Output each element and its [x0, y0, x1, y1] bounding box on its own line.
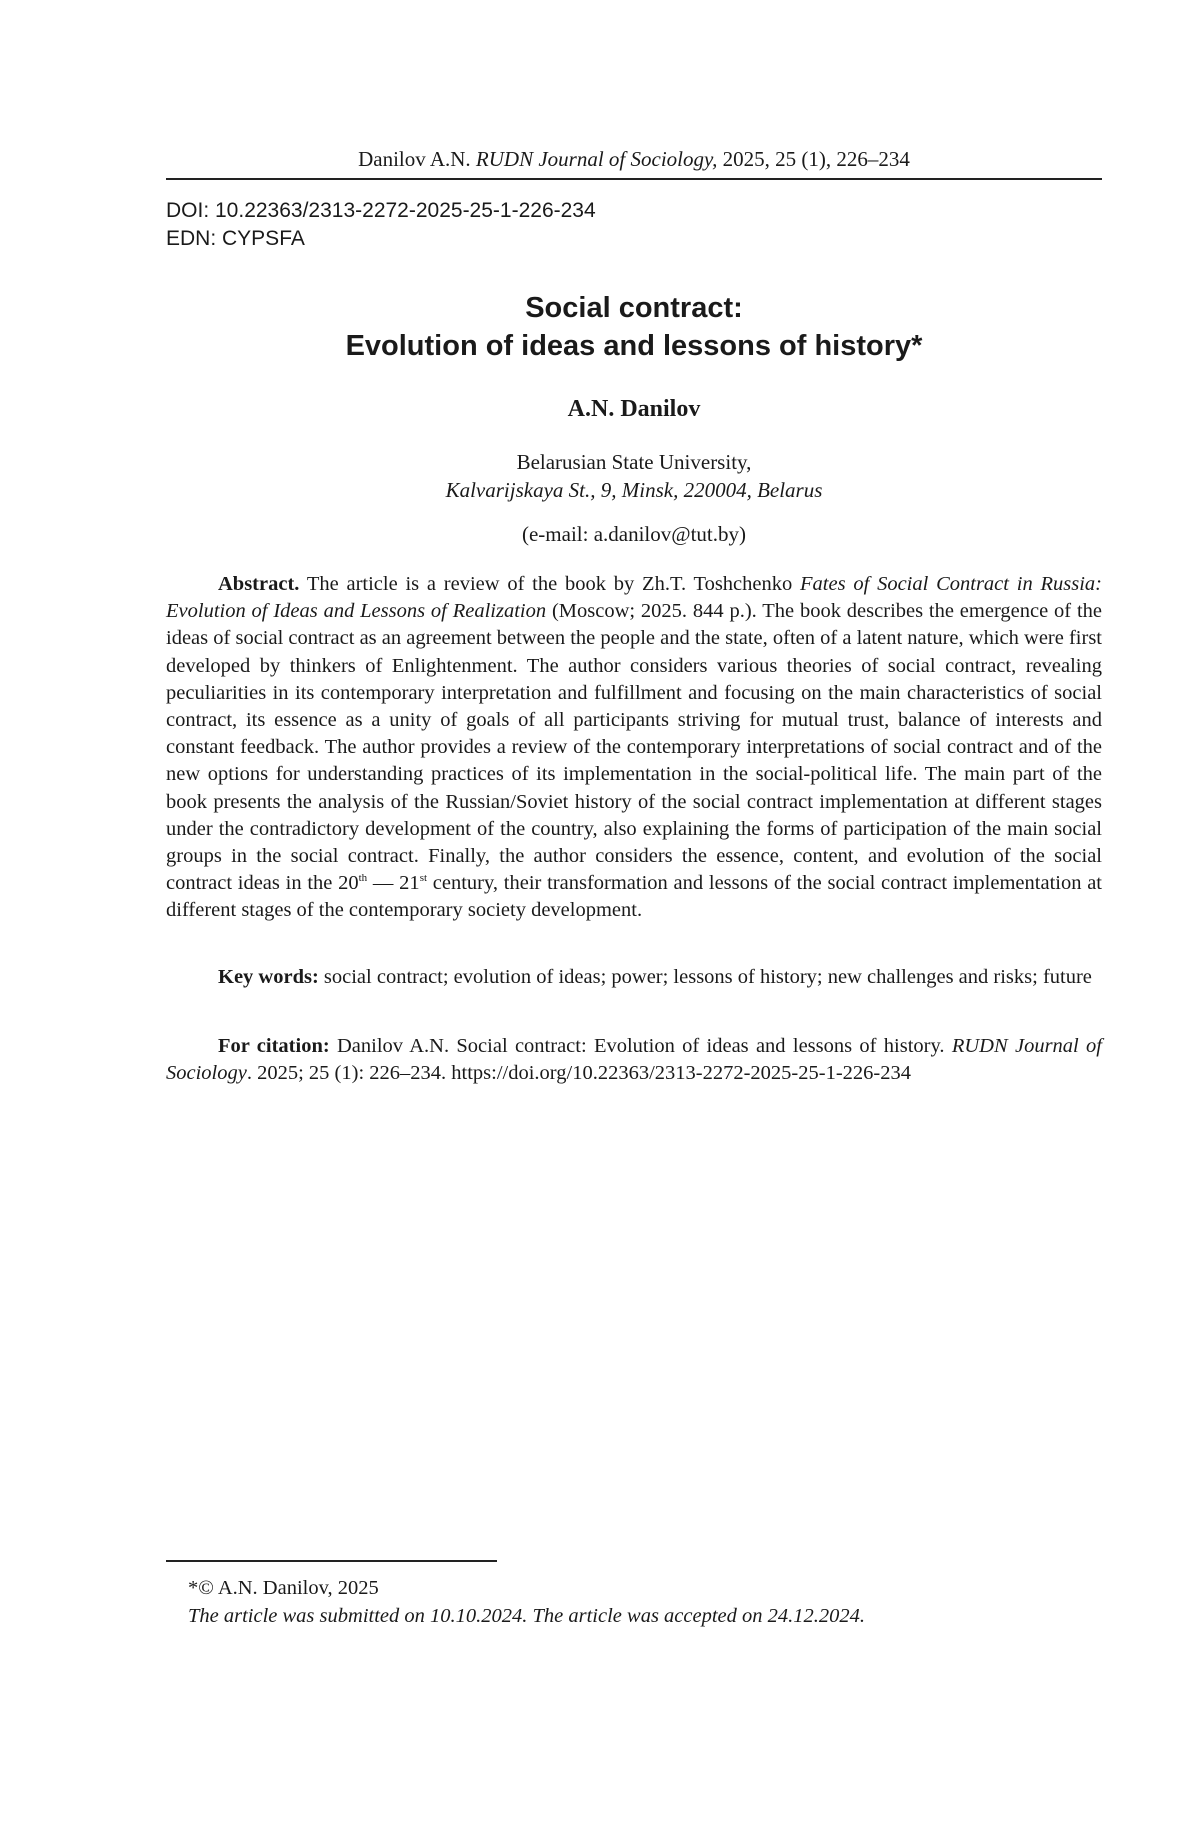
running-header: [166, 147, 1102, 171]
header-author: Danilov A.N.: [358, 147, 476, 171]
keywords-label: Key words:: [218, 966, 319, 988]
abstract: [166, 571, 1102, 925]
footnote-rule: [166, 1560, 497, 1562]
citation: [166, 1033, 1102, 1087]
keywords: [166, 964, 1102, 991]
abstract-dash: — 21: [367, 872, 420, 895]
abstract-label: Abstract.: [218, 573, 300, 595]
submission-dates: The article was submitted on 10.10.2024. The article was accepted on 24.12.2024.: [188, 1605, 866, 1627]
superscript-th: th: [358, 872, 368, 885]
title-line-1: Social contract:: [525, 292, 743, 324]
abstract-end: century, their transformation and lessons of the social contract implementation at different stages of the contemporary society development.: [166, 872, 1102, 922]
article-identifiers: [166, 197, 596, 253]
header-issue: 2025, 25 (1), 226–234: [717, 147, 910, 171]
edn-line: EDN: CYPSFA: [166, 227, 305, 250]
copyright-line: *© A.N. Danilov, 2025: [188, 1577, 379, 1599]
citation-text: Danilov A.N. Social contract: Evolution of ideas and lessons of history.: [329, 1035, 952, 1057]
superscript-st: st: [419, 872, 428, 885]
header-journal: RUDN Journal of Sociology,: [475, 147, 718, 171]
citation-details: . 2025; 25 (1): 226–234. https://doi.org/10.22363/2313-2272-2025-25-1-226-234: [246, 1062, 911, 1085]
address: Kalvarijskaya St., 9, Minsk, 220004, Belarus: [445, 478, 823, 502]
institution: Belarusian State University,: [516, 450, 752, 474]
header-rule: [166, 178, 1102, 180]
citation-label: For citation:: [218, 1035, 330, 1057]
author-name: A.N. Danilov: [567, 396, 701, 422]
footnote: [188, 1574, 1102, 1630]
book-title: Fates of Social Contract in Russia: Evolution of Ideas and Lessons of Realization: [166, 573, 1102, 623]
author-email: (e-mail: a.danilov@tut.by): [521, 522, 747, 546]
doi-line: DOI: 10.22363/2313-2272-2025-25-1-226-234: [166, 199, 596, 222]
affiliation: [166, 448, 1102, 504]
title-line-2: Evolution of ideas and lessons of history*: [345, 330, 923, 362]
abstract-body: (Moscow; 2025. 844 p.). The book describes the emergence of the ideas of social contract as an agreement between the people and the state, often of a latent nature, which were first developed by thinkers of Enlightenment. The author considers various theories of social contract, revealing peculiarities in its contemporary interpretation and fulfillment and focusing on the main characteristics of social contract, its essence as a unity of goals of all participants striving for mutual trust, balance of interests and constant feedback. The author provides a review of the contemporary interpretations of social contract and of the new options for understanding practices of its implementation in the social-political life. The main part of the book presents the analysis of the Russian/Soviet history of the social contract implementation at different stages under the contradictory development of the country, also explaining the forms of participation of the main social groups in the social contract. Finally, the author considers the essence, content, and evolution of the social contract ideas in the 20: [166, 600, 1102, 895]
keywords-text: social contract; evolution of ideas; power; lessons of history; new challenges and risks; future: [318, 966, 1092, 988]
abstract-intro: The article is a review of the book by Zh.T. Toshchenko: [299, 573, 801, 595]
article-title: [166, 289, 1102, 365]
citation-journal: RUDN Journal of Sociology: [166, 1035, 1103, 1085]
